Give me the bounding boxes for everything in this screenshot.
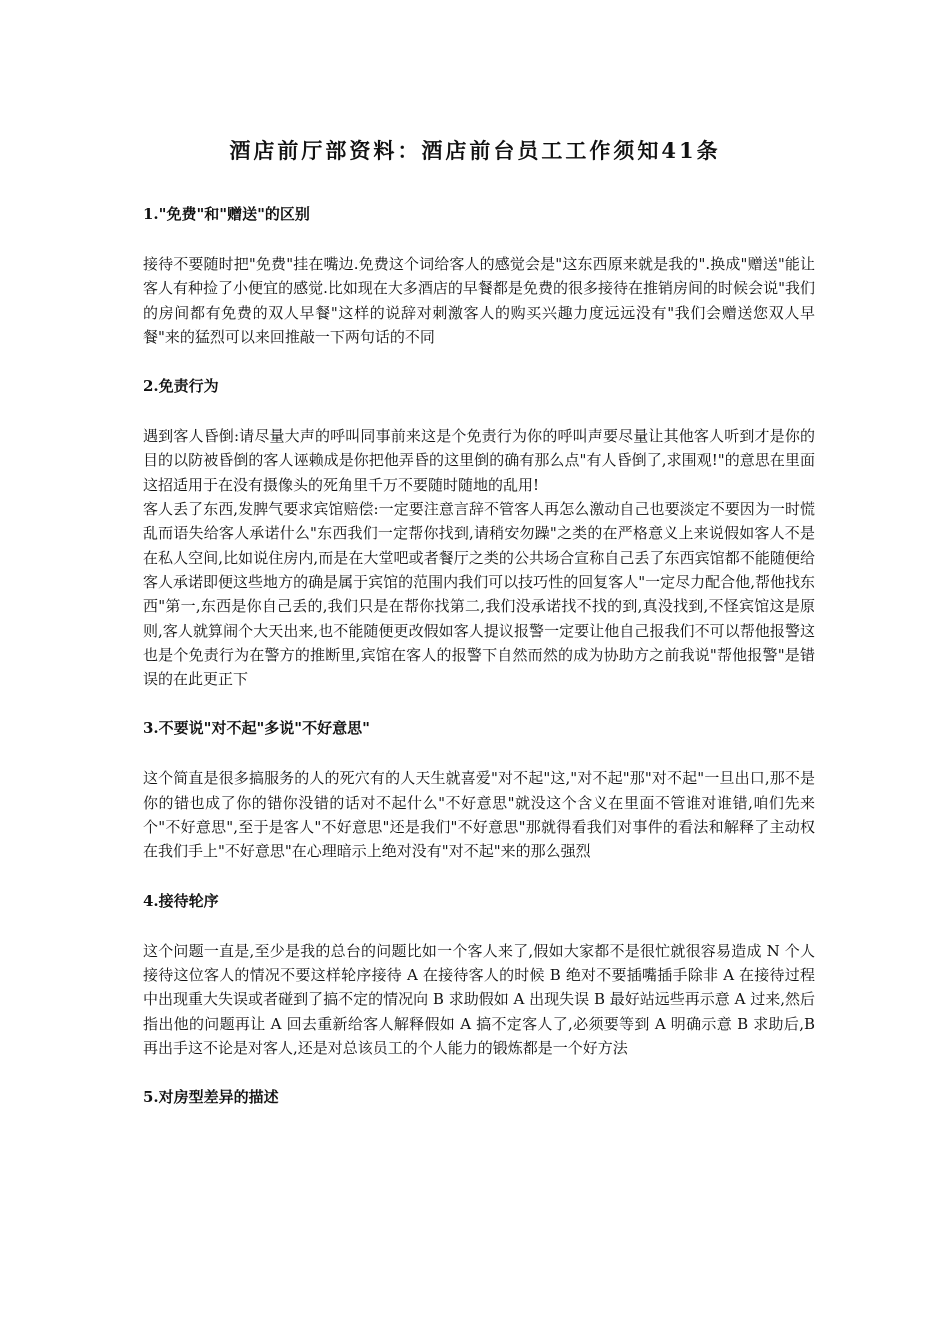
section-heading: 5.对房型差异的描述 [143, 1088, 279, 1107]
document-body [143, 203, 815, 1135]
section-1 [143, 203, 815, 349]
paragraph: 客人丢了东西,发脾气要求宾馆赔偿:一定要注意言辞不管客人再怎么激动自己也要淡定不要因为一时慌乱而语失给客人承诺什么"东西我们一定帮你找到,请稍安勿躁"之类的在严格意义上来说假如客人不是在私人空间,比如说住房内,而是在大堂吧或者餐厅之类的公共场合宣称自己丢了东西宾馆都不能随便给客人承诺即便这些地方的确是属于宾馆的范围内我们可以技巧性的回复客人"一定尽力配合他,帮他找东西"第一,东西是你自己丢的,我们只是在帮你找第二,我们没承诺找不找的到,真没找到,不怪宾馆这是原则,客人就算闹个大天出来,也不能随便更改假如客人提议报警一定要让他自己报我们不可以帮他报警这也是个免责行为在警方的推断里,宾馆在客人的报警下自然而然的成为协助方之前我说"帮他报警"是错误的在此更正下 [143, 500, 815, 689]
paragraph: 这个问题一直是,至少是我的总台的问题比如一个客人来了,假如大家都不是很忙就很容易造成 N 个人接待这位客人的情况不要这样轮序接待 A 在接待客人的时候 B 绝对不要插嘴插手除非 A 在接待过程中出现重大失误或者碰到了搞不定的情况向 B 求助假如 A 出现失误 B 最好站远些再示意 A 过来,然后指出他的问题再让 A 回去重新给客人解释假如 A 搞不定客人了,必须要等到 A 明确示意 B 求助后,B 再出手这不论是对客人,还是对总该员工的个人能力的锻炼都是一个好方法 [143, 941, 815, 1057]
section-heading: 1."免费"和"赠送"的区别 [143, 205, 310, 223]
paragraph: 接待不要随时把"免费"挂在嘴边.免费这个词给客人的感觉会是"这东西原来就是我的".换成"赠送"能让客人有种捡了小便宜的感觉.比如现在大多酒店的早餐都是免费的很多接待在推销房间的时候会说"我们的房间都有免费的双人早餐"这样的说辞对刺激客人的购买兴趣力度远远没有"我们会赠送您双人早餐"来的猛烈可以来回推敲一下两句话的不同 [143, 255, 815, 346]
document-title: 酒店前厅部资料：酒店前台员工工作须知41条 [229, 138, 721, 163]
section-3 [143, 717, 815, 863]
section-4 [143, 890, 815, 1060]
section-heading: 2.免责行为 [143, 377, 219, 396]
section-2 [143, 375, 815, 691]
section-heading: 3.不要说"对不起"多说"不好意思" [143, 719, 370, 738]
section-5 [143, 1086, 815, 1108]
paragraph: 这个简直是很多搞服务的人的死穴有的人天生就喜爱"对不起"这,"对不起"那"对不起"一旦出口,那不是你的错也成了你的错你没错的话对不起什么"不好意思"就没这个含义在里面不管谁对谁错,咱们先来个"不好意思",至于是客人"不好意思"还是我们"不好意思"那就得看我们对事件的看法和解释了主动权在我们手上"不好意思"在心理暗示上绝对没有"对不起"来的那么强烈 [143, 769, 815, 861]
section-heading: 4.接待轮序 [143, 891, 219, 910]
paragraph: 遇到客人昏倒:请尽量大声的呼叫同事前来这是个免责行为你的呼叫声要尽量让其他客人听到才是你的目的以防被昏倒的客人诬赖成是你把他弄昏的这里倒的确有那么点"有人昏倒了,求围观!"的意思在里面这招适用于在没有摄像头的死角里千万不要随时随地的乱用! [143, 427, 815, 494]
